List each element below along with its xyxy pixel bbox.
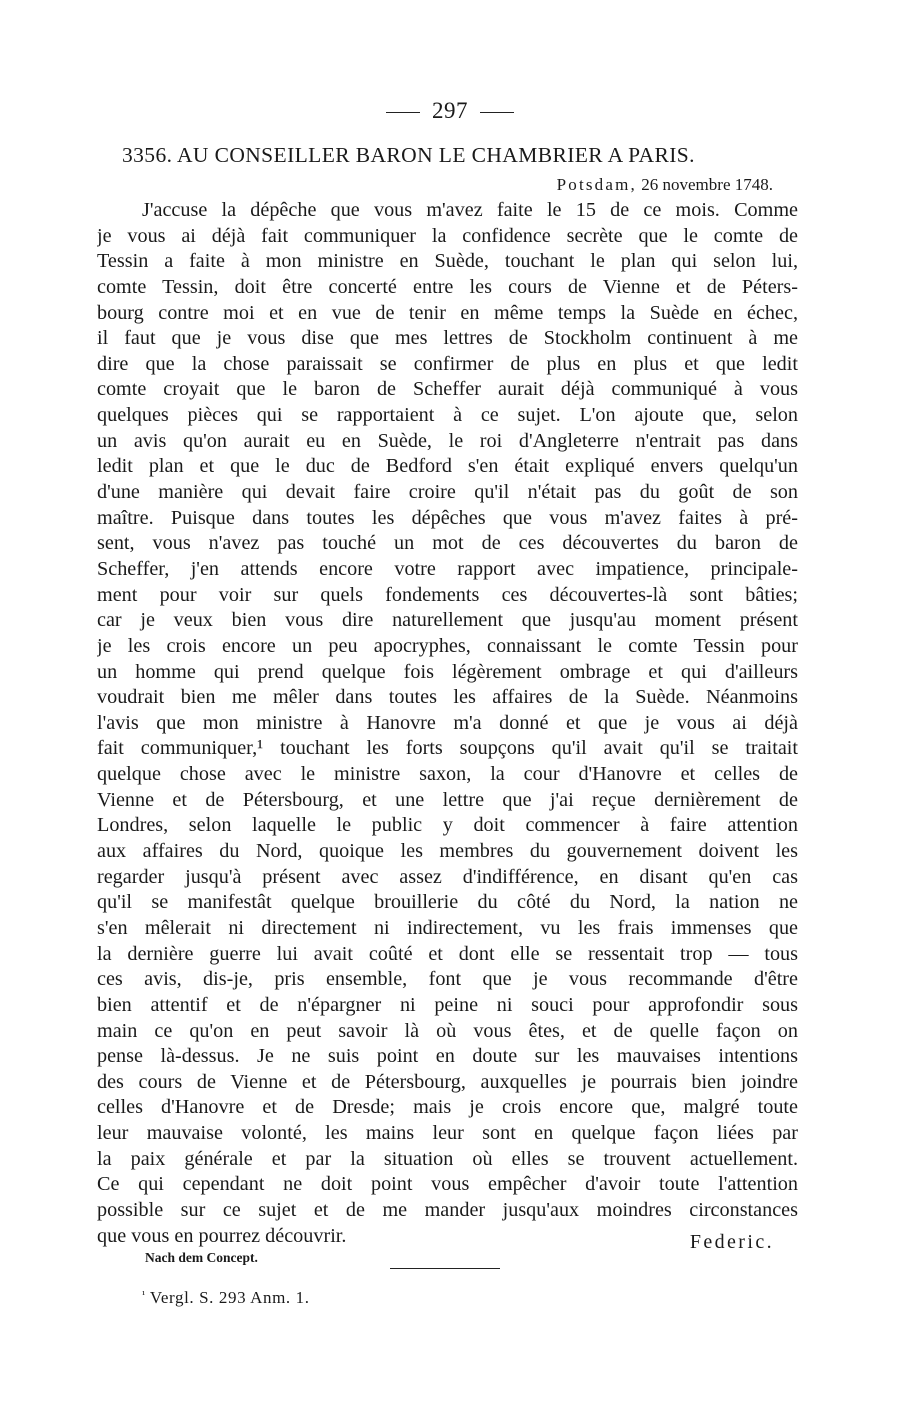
body-line: ledit plan et que le duc de Bedford s'en était expliqué envers quelqu'un (97, 455, 798, 478)
dateline-date: 26 novembre 1748. (641, 175, 773, 194)
body-line: Londres, selon laquelle le public y doit commencer à faire attention (97, 814, 798, 837)
body-line: sent, vous n'avez pas touché un mot de ces découvertes du baron de (97, 532, 798, 555)
body-line: aux affaires du Nord, quoique les membres du gouvernement doivent les (97, 840, 798, 863)
body-line: dire que la chose paraissait se confirmer de plus en plus et que ledit (97, 352, 798, 375)
body-line: s'en mêlerait ni directement ni indirectement, vu les frais immenses que (97, 916, 798, 939)
body-line: bourg contre moi et en vue de tenir en même temps la Suède en échec, (97, 301, 798, 324)
body-line: Scheffer, j'en attends encore votre rapport avec impatience, principale- (97, 557, 798, 580)
body-line: la dernière guerre lui avait coûté et dont elle se ressentait trop — tous (97, 942, 798, 965)
footnote-divider (390, 1268, 500, 1269)
body-line: que vous en pourrez découvrir. (97, 1224, 347, 1247)
body-line: possible sur ce sujet et de me mander jusqu'aux moindres circonstances (97, 1198, 798, 1221)
body-line: je vous ai déjà fait communiquer la confidence secrète que le comte de (97, 224, 798, 247)
page-number: 297 (432, 98, 468, 123)
body-line: qu'il se manifestât quelque brouillerie du côté du Nord, la nation ne (97, 891, 798, 914)
page-number-header (0, 98, 900, 124)
body-line: leur mauvaise volonté, les mains leur sont en quelque façon liées par (97, 1122, 798, 1145)
body-line: il faut que je vous dise que mes lettres de Stockholm continuent à me (97, 327, 798, 350)
body-line: regarder jusqu'à présent avec assez d'indifférence, en disant qu'en cas (97, 865, 798, 888)
body-line: bien attentif et de n'épargner ni peine ni souci pour approfondir sous (97, 993, 798, 1016)
body-line: un avis qu'on aurait eu en Suède, le roi d'Angleterre n'entrait pas dans (97, 429, 798, 452)
body-line: quelques pièces qui se rapportaient à ce sujet. L'on ajoute que, selon (97, 404, 798, 427)
footnote (142, 1288, 310, 1308)
body-line: car je veux bien vous dire naturellement que jusqu'au moment présent (97, 609, 798, 632)
body-line: je les crois encore un peu apocryphes, connaissant le comte Tessin pour (97, 634, 798, 657)
body-line: ces avis, dis-je, pris ensemble, font que je vous recommande d'être (97, 968, 798, 991)
signature: Federic. (689, 1231, 774, 1253)
letter-body (97, 198, 798, 1249)
body-line: ment pour voir sur quels fondements ces découvertes-là sont bâties; (97, 583, 798, 606)
body-line: maître. Puisque dans toutes les dépêches que vous m'avez faites à pré- (97, 506, 798, 529)
left-dash-rule (386, 112, 420, 113)
body-line: l'avis que mon ministre à Hanovre m'a donné et que je vous ai déjà (97, 711, 798, 734)
body-line: la paix générale et par la situation où elles se trouvent actuellement. (97, 1147, 798, 1170)
dateline-place: Potsdam, (556, 175, 638, 194)
body-line: comte croyait que le baron de Scheffer aurait déjà communiqué à vous (97, 378, 798, 401)
body-line: pense là-dessus. Je ne suis point en doute sur les mauvaises intentions (97, 1045, 798, 1068)
body-line: Tessin a faite à mon ministre en Suède, touchant le plan qui selon lui, (97, 250, 798, 273)
dateline (557, 175, 773, 195)
body-line: un homme qui prend quelque fois légèrement ombrage et qui d'ailleurs (97, 660, 798, 683)
body-line: d'une manière qui devait faire croire qu'il n'était pas du goût de son (97, 481, 798, 504)
letter-heading: 3356. AU CONSEILLER BARON LE CHAMBRIER A PARIS. (122, 143, 695, 167)
body-line: Vienne et de Pétersbourg, et une lettre que j'ai reçue dernièrement de (97, 788, 798, 811)
right-dash-rule (480, 112, 514, 113)
body-line: fait communiquer,¹ touchant les forts soupçons qu'il avait qu'il se traitait (97, 737, 798, 760)
footnote-mark: ¹ (142, 1289, 146, 1301)
body-line: celles d'Hanovre et de Dresde; mais je crois encore que, malgré toute (97, 1096, 798, 1119)
source-note: Nach dem Concept. (145, 1250, 258, 1265)
body-line: des cours de Vienne et de Pétersbourg, auxquelles je pourrais bien joindre (97, 1070, 798, 1093)
body-line: quelque chose avec le ministre saxon, la cour d'Hanovre et celles de (97, 763, 798, 786)
footnote-text: Vergl. S. 293 Anm. 1. (149, 1288, 310, 1307)
body-line: Ce qui cependant ne doit point vous empêcher d'avoir toute l'attention (97, 1173, 798, 1196)
body-line: comte Tessin, doit être concerté entre les cours de Vienne et de Péters- (97, 275, 798, 298)
body-line: main ce qu'on en peut savoir là où vous êtes, et de quelle façon on (97, 1019, 798, 1042)
body-line: J'accuse la dépêche que vous m'avez faite le 15 de ce mois. Comme (142, 199, 798, 221)
body-line: voudrait bien me mêler dans toutes les affaires de la Suède. Néanmoins (97, 686, 798, 709)
